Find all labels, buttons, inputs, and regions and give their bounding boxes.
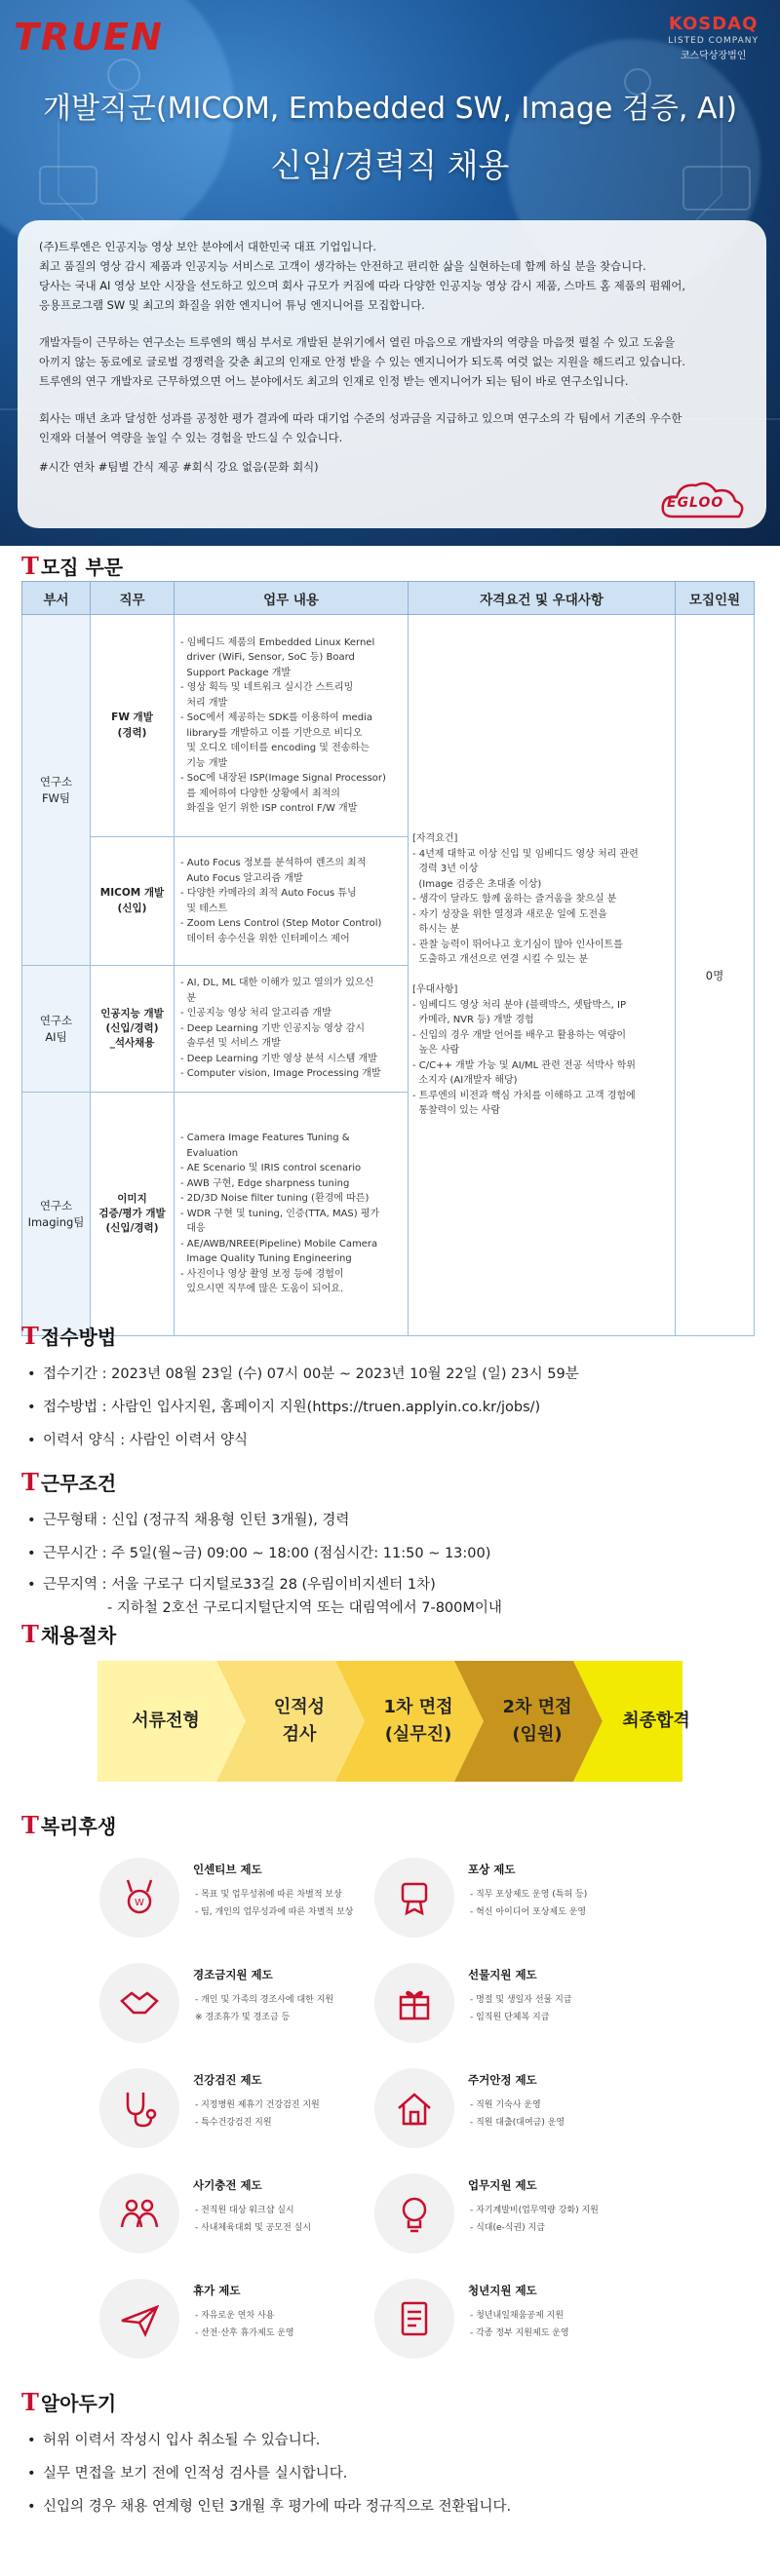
text-line: - 생각이 달라도 함께 움하는 즐거움을 찾으실 분 [412,894,617,905]
svg-text:W: W [135,1898,144,1908]
text-line: 분 [180,992,197,1004]
work-heading: T 근무조건 [21,1468,117,1496]
text-line: 하시는 분 [412,924,460,936]
text-line: - Deep Learning 기반 인공지능 영상 감시 [180,1022,366,1034]
text-line: - 관찰 능력이 뛰어나고 호기심이 많아 인사이트를 [412,939,623,950]
col-headcount: 모집인원 [676,582,755,615]
role-cell: MICOM 개발 (신입) [91,837,175,966]
kosdaq-logo [668,14,759,61]
benefit-detail: - 지정병원 제휴기 건강검진 지원 [195,2100,320,2110]
lightbulb-icon [395,2194,434,2233]
work-type: • 근무형태 : 신입 (정규직 채용형 인턴 3개월), 경력 [27,1513,350,1528]
benefit-title: 인센티브 제도 [193,1863,262,1876]
benefit-detail: - 개인 및 가족의 경조사에 대한 지원 [195,1995,334,2005]
apply-heading: T 접수방법 [21,1322,117,1350]
benefit-detail: - 임직원 단체복 지급 [470,2013,550,2022]
benefit-icon-circle [99,1963,179,2043]
dept-cell: 연구소 FW팀 [22,615,91,966]
t-mark-icon: T [21,1811,39,1839]
text-line: - AE/AWB/NREE(Pipeline) Mobile Camera [180,1238,378,1250]
benefit-item [99,1953,421,2051]
handshake-icon [120,1983,159,2022]
benefit-item [374,1848,696,1945]
benefit-icon-circle [374,2068,454,2148]
headcount-cell: 0명 [676,615,755,1336]
benefit-item [374,2164,696,2261]
text-line: - AI, DL, ML 대한 이해가 있고 열의가 있으신 [180,978,374,989]
duty-cell [175,1093,409,1336]
text-line: driver (WiFi, Sensor, SoC 등) Board [180,652,355,663]
intro-paragraph-1: (주)트루엔은 인공지능 영상 보안 분야에서 대한민국 대표 기업입니다. 최고 품질의 영상 감시 제품과 인공지능 서비스로 고객이 생각하는 안전하고 편리한 삶을 실현하는데 함께 하실 분을 찾습니다. 당사는 국내 AI 영상 보안 시장을 선도하고 있으며 회사 규모가 커짐에 따라 다양한 인공지능 영상 감시 제품, 스마트 홈 제품의 펌웨어, 응용프로그램 SW 및 최고의 화질을 위한 엔지니어 튜닝 엔지니어를 모집합니다. [39,240,685,312]
duty-cell [175,966,409,1093]
benefit-item [99,2058,421,2156]
text-line: - 사진이나 영상 촬영 보정 등에 경험이 [180,1268,344,1280]
text-line: library를 개발하고 이를 기반으로 비디오 [180,727,363,739]
recruit-table [21,581,755,1336]
text-line: - Deep Learning 기반 영상 분석 시스템 개발 [180,1053,377,1064]
text-line: 경력 3년 이상 [412,864,479,875]
text-line: - WDR 구현 및 tuning, 인증(TTA, MAS) 평가 [180,1208,380,1219]
benefit-detail: - 직원 기숙사 운영 [470,2100,541,2110]
benefits-heading: T 복리후생 [21,1811,117,1839]
gift-icon [395,1983,434,2022]
benefit-detail: - 사내체육대회 및 공모전 실시 [195,2223,312,2233]
t-mark-icon: T [21,552,39,580]
text-line: - 트루엔의 비전과 핵심 가치를 이해하고 고객 경험에 [412,1090,636,1101]
benefit-title: 건강검진 제도 [193,2073,262,2087]
people-icon [120,2194,159,2233]
text-line: [자격요건] [412,833,458,845]
duty-cell [175,837,409,966]
text-line: 있으시면 직무에 많은 도움이 되어요. [180,1284,344,1295]
text-line [412,968,671,983]
text-line: - AWB 구현, Edge sharpness tuning [180,1177,350,1189]
benefit-detail: - 산전·산후 휴가제도 운영 [195,2328,294,2338]
col-role: 직무 [91,582,175,615]
text-line: 솔루션 및 서비스 개발 [180,1038,281,1050]
requirements-cell [409,615,676,1336]
text-line: 통찰력이 있는 사람 [412,1105,500,1117]
text-line: - 2D/3D Noise filter tuning (환경에 따른) [180,1193,370,1205]
benefit-icon-circle [374,1963,454,2043]
role-cell: FW 개발 (경력) [91,615,175,837]
process-heading: T 채용절차 [21,1620,117,1648]
text-line: 높은 사람 [412,1045,460,1057]
award-icon [395,1878,434,1917]
benefit-title: 주거안정 제도 [468,2073,537,2087]
text-line: - Camera Image Features Tuning & [180,1133,350,1144]
dept-cell: 연구소 AI팀 [22,966,91,1093]
stethoscope-icon [120,2089,159,2128]
process-step-label: 인적성 검사 [273,1697,326,1745]
benefit-detail: - 자기계발비(업무역량 강화) 지원 [470,2206,599,2215]
text-line: - SoC에 내장된 ISP(Image Signal Processor) [180,773,386,784]
notice-item: • 허위 이력서 작성시 입사 취소될 수 있습니다. [27,2433,321,2448]
benefit-item [99,1848,421,1945]
table-row [22,615,755,837]
text-line: - 다양한 카메라의 최적 Auto Focus 튜닝 [180,888,357,899]
company-intro [18,220,766,528]
benefit-icon-circle [99,1858,179,1938]
text-line: - Zoom Lens Control (Step Motor Control) [180,918,382,929]
benefit-detail: - 직원 대출(대여금) 운영 [470,2118,566,2128]
table-header-row [22,582,755,615]
text-line: Auto Focus 알고리즘 개발 [180,872,303,884]
text-line: 카메라, NVR 등) 개발 경험 [412,1015,534,1026]
benefit-detail: - 명절 및 생일자 선물 지급 [470,1995,572,2005]
benefit-detail: - 청년내일채움공제 지원 [470,2311,564,2321]
text-line: 처리 개발 [180,697,228,709]
text-line: - SoC에서 제공하는 SDK를 이용하여 media [180,712,372,723]
notice-item: • 신입의 경우 채용 연계형 인턴 3개월 후 평가에 따라 정규직으로 전환됩니다. [27,2499,512,2515]
work-hours: • 근무시간 : 주 5일(월~금) 09:00 ~ 18:00 (점심시간: 11:50 ~ 13:00) [27,1546,491,1561]
benefit-detail: - 목표 및 업무성취에 따른 차별적 보상 [195,1890,342,1900]
text-line: 화질을 얻기 위한 ISP control F/W 개발 [180,803,358,814]
notice-heading: T 알아두기 [21,2388,117,2416]
t-mark-icon: T [21,1468,39,1496]
text-line: 및 테스트 [180,903,228,914]
benefit-icon-circle [374,1858,454,1938]
medal-icon [120,1878,159,1917]
apply-resume-form: • 이력서 양식 : 사람인 이력서 양식 [27,1433,249,1448]
text-line: - C/C++ 개발 가능 및 AI/ML 관련 전공 석박사 학위 [412,1059,636,1071]
text-line: (Image 검증은 초대졸 이상) [412,878,542,890]
benefit-detail: - 자유로운 연차 사용 [195,2311,275,2321]
text-line: - 4년제 대학교 이상 신입 및 임베디드 영상 처리 관련 [412,848,639,860]
benefit-title: 경조금지원 제도 [193,1968,273,1981]
benefit-title: 업무지원 제도 [468,2178,537,2192]
benefit-detail: - 전직원 대상 워크샵 실시 [195,2206,294,2215]
benefit-icon-circle [99,2173,179,2253]
col-duty: 업무 내용 [175,582,409,615]
text-line: - 신입의 경우 개발 언어를 배우고 활용하는 역량이 [412,1029,627,1041]
egloo-logo-text: EGLOO [667,495,724,511]
benefit-detail: - 혁신 아이디어 포상제도 운영 [470,1907,587,1917]
t-mark-icon: T [21,1322,39,1350]
benefit-title: 휴가 제도 [193,2284,241,2297]
col-requirements: 자격요건 및 우대사항 [409,582,676,615]
benefit-icon-circle [99,2279,179,2359]
apply-method[interactable]: • 접수방법 : 사람인 입사지원, 홈페이지 지원(https://truen.applyin.co.kr/jobs/) [27,1400,541,1415]
t-mark-icon: T [21,1620,39,1648]
intro-tags: #시간 연차 #팀별 간식 제공 #회식 강요 없음(문화 회식) [39,459,319,474]
recruit-heading: T 모집 부문 [21,552,124,580]
text-line: 대응 [180,1223,206,1235]
benefit-detail: - 각종 정부 지원제도 운영 [470,2328,569,2338]
text-line: - 인공지능 영상 처리 알고리즘 개발 [180,1008,332,1019]
benefit-detail: - 팀, 개인의 업무성과에 따른 차별적 보상 [195,1907,354,1917]
apply-period: • 접수기간 : 2023년 08월 23일 (수) 07시 00분 ~ 2023년 10월 22일 (일) 23시 59분 [27,1366,579,1382]
text-line: 도출하고 개선으로 연결 시킬 수 있는 분 [412,954,588,966]
house-icon [395,2089,434,2128]
process-step-label: 서류전형 [132,1711,200,1732]
benefit-item [374,2058,696,2156]
text-line: 데이터 송수신을 위한 인터페이스 제어 [180,933,350,944]
plane-icon [120,2299,159,2338]
text-line: - 자기 성장을 위한 열정과 새로운 일에 도전을 [412,908,607,920]
benefit-title: 선물지원 제도 [468,1968,537,1981]
benefit-icon-circle [374,2279,454,2359]
benefit-icon-circle [99,2068,179,2148]
process-step-label: 2차 면접 (임원) [502,1697,572,1745]
process-step-label: 최종합격 [622,1711,690,1732]
benefit-title: 포상 제도 [468,1863,516,1876]
benefit-item [99,2164,421,2261]
text-line: [우대사항] [412,984,458,996]
text-line: - 임베디드 영상 처리 분야 (블랙박스, 셋탑박스, IP [412,999,626,1011]
kosdaq-listed: LISTED COMPANY [668,36,759,46]
text-line: 기능 개발 [180,757,228,769]
text-line: - 임베디드 제품의 Embedded Linux Kernel [180,636,375,648]
text-line: - Computer vision, Image Processing 개발 [180,1068,381,1080]
duty-cell [175,615,409,837]
benefit-detail: - 식대(e-식권) 지급 [470,2223,545,2233]
benefit-item [374,1953,696,2051]
text-line: 소지자 (AI개발자 해당) [412,1075,518,1087]
kosdaq-name: KOSDAQ [668,14,759,34]
text-line: 를 제어하여 다양한 상황에서 최적의 [180,788,340,799]
text-line: Evaluation [180,1147,239,1159]
t-mark-icon: T [21,2388,39,2416]
dept-cell: 연구소 Imaging팀 [22,1093,91,1336]
document-icon [395,2299,434,2338]
work-location-sub: - 지하철 2호선 구로디지털단지역 또는 대림역에서 7-800M이내 [107,1600,502,1616]
intro-paragraph-3: 회사는 매년 초과 달성한 성과를 공정한 평가 결과에 따라 대기업 수준의 성과금을 지급하고 있으며 연구소의 각 팀에서 기존의 우수한 인재와 더불어 역량을 높일 수 있는 경험을 만드실 수 있습니다. [39,410,682,444]
benefit-item [374,2269,696,2366]
notice-item: • 실무 면접을 보기 전에 인적성 검사를 실시합니다. [27,2466,348,2481]
role-cell: 이미지 검증/평가 개발 (신입/경력) [91,1093,175,1336]
col-dept: 부서 [22,582,91,615]
kosdaq-korean: 코스닥상장법인 [680,51,747,61]
benefit-item [99,2269,421,2366]
benefit-title: 청년지원 제도 [468,2284,537,2297]
page-subtitle: 신입/경력직 채용 [270,146,510,184]
text-line: - AE Scenario 및 IRIS control scenario [180,1163,362,1174]
benefit-detail: - 직무 포상제도 운영 (특허 등) [470,1890,588,1900]
benefit-detail: ※ 경조휴가 및 경조금 등 [195,2013,291,2022]
text-line: Image Quality Tuning Engineering [180,1253,352,1265]
benefit-icon-circle [374,2173,454,2253]
benefit-title: 사기충전 제도 [193,2178,262,2192]
page-title: 개발직군(MICOM, Embedded SW, Image 검증, AI) [42,92,738,126]
text-line: - 영상 획득 및 네트워크 실시간 스트리밍 [180,682,354,693]
process-step-label: 1차 면접 (실무진) [383,1697,453,1745]
text-line: - Auto Focus 정보를 분석하여 렌즈의 최적 [180,858,367,868]
text-line: Support Package 개발 [180,667,292,678]
benefit-detail: - 특수건강검진 지원 [195,2118,272,2128]
role-cell: 인공지능 개발 (신입/경력) _석사채용 [91,966,175,1093]
work-location: • 근무지역 : 서울 구로구 디지털로33길 28 (우림이비지센터 1차) [27,1577,436,1593]
intro-paragraph-2: 개발자들이 근무하는 연구소는 트루엔의 핵심 부서로 개발된 분위기에서 열린 마음으로 개발자의 역량을 마음껏 펼칠 수 있고 도움을 아끼지 않는 동료에로 글로벌 경쟁력을 갖춘 최고의 인재로 안정 받을 수 있는 엔지니어가 되도록 여럿 없는 지원을 해드리고 있습니다. 트루엔의 연구 개발자로 근무하였으면 어느 분야에서도 최고의 인재로 인정 받는 엔지니어가 되는 팀이 바로 연구소입니다. [39,334,685,388]
truen-logo: TRUEN [14,16,164,58]
text-line: 및 오디오 데이터를 encoding 및 전송하는 [180,743,370,753]
